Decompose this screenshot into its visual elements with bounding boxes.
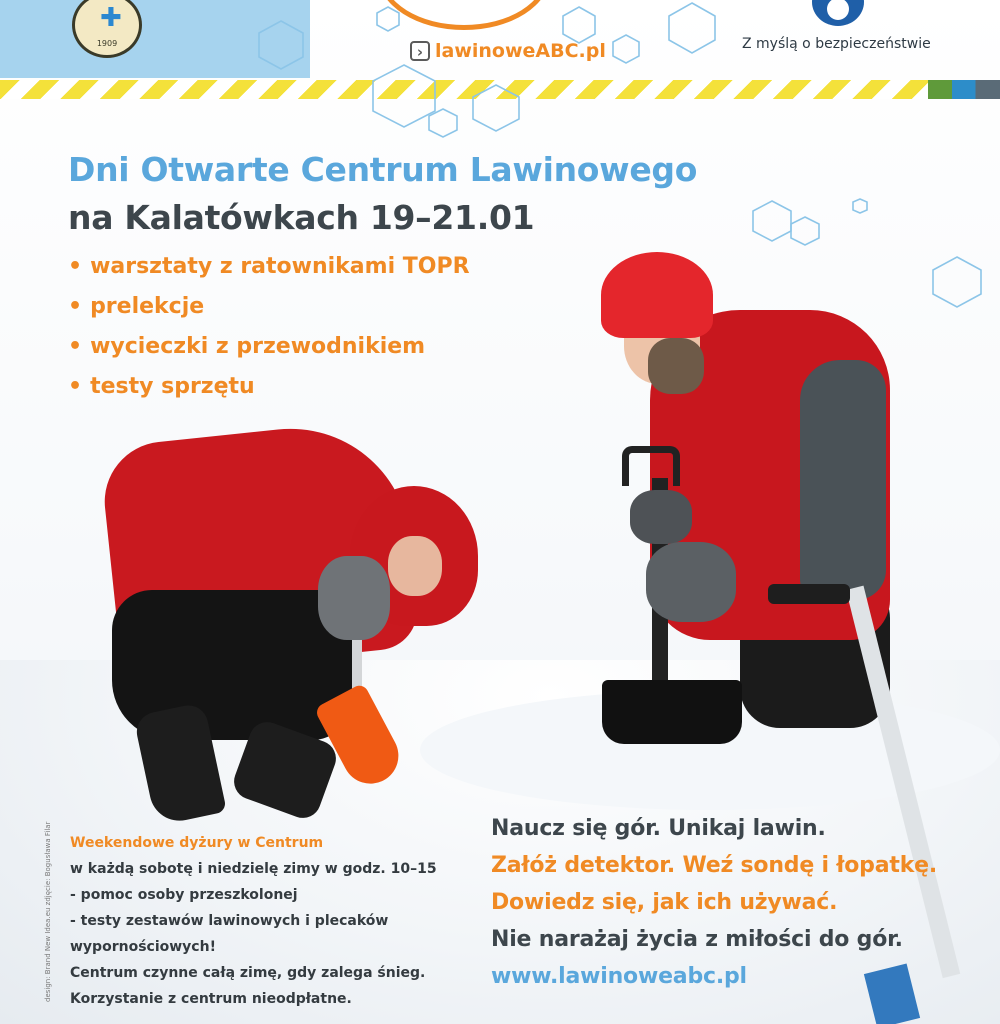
hexagon-icon (852, 198, 868, 214)
hexagon-icon (668, 2, 716, 54)
hexagon-icon (562, 6, 596, 44)
hexagon-icon (752, 200, 792, 242)
weekend-info-line: w każdą sobotę i niedzielę zimy w godz. 10–15 (70, 861, 437, 877)
slogan-line: Dowiedz się, jak ich używać. (491, 890, 838, 915)
hexagon-icon (612, 34, 640, 64)
headline-title: Dni Otwarte Centrum Lawinowego (68, 150, 698, 189)
bullet-item: • wycieczki z przewodnikiem (68, 334, 426, 359)
bullet-item: • warsztaty z ratownikami TOPR (68, 254, 470, 279)
hexagon-icon (428, 108, 458, 138)
safety-slogans (491, 810, 937, 995)
woman-jacket-panel (800, 360, 886, 600)
cross-icon: ✚ (100, 3, 122, 33)
woman-glove (646, 542, 736, 622)
headline-subtitle: na Kalatówkach 19–21.01 (68, 198, 535, 237)
hexagon-icon (790, 216, 820, 246)
hexagon-icon (372, 64, 436, 128)
design-credit: design: Brand New Idea.eu zdjęcie: Bogusława Filar (44, 821, 52, 1002)
weekend-info-line: - pomoc osoby przeszkolonej (70, 887, 298, 903)
woman-glove (630, 490, 692, 544)
probe-handle (768, 584, 850, 604)
hexagon-icon (472, 84, 520, 132)
lawinowe-abc-logo-ring (378, 0, 550, 30)
weekend-info-line: Centrum czynne całą zimę, gdy zalega śnieg. (70, 965, 426, 981)
emblem-year: 1909 (96, 39, 118, 48)
shovel-grip (622, 446, 680, 486)
weekend-info-line: - testy zestawów lawinowych i plecaków (70, 913, 389, 929)
rescuer-face (388, 536, 442, 596)
site-link-label: lawinoweABC.pl (435, 40, 606, 62)
hexagon-icon (258, 20, 304, 70)
hazard-stripe-end (928, 80, 1000, 99)
slogan-line: Nie narażaj życia z miłości do gór. (491, 927, 903, 952)
slogan-line: Załóż detektor. Weź sondę i łopatkę. (491, 853, 938, 878)
weekend-info-title: Weekendowe dyżury w Centrum (70, 835, 324, 851)
weekend-info (70, 830, 450, 1012)
weekend-info-line: wypornościowych! (70, 939, 216, 955)
website-link[interactable]: www.lawinoweabc.pl (491, 964, 747, 989)
bullet-item: • testy sprzętu (68, 374, 255, 399)
rescuer-glove (318, 556, 390, 640)
red-beanie (601, 252, 713, 338)
event-bullets (68, 250, 470, 410)
black-shovel-blade (602, 680, 742, 744)
partner-tagline: Z myślą o bezpieczeństwie (742, 36, 931, 52)
woman-scarf (648, 338, 704, 394)
chevron-right-icon: › (410, 41, 430, 61)
bullet-item: • prelekcje (68, 294, 205, 319)
hexagon-icon (932, 256, 982, 308)
pzu-logo (812, 0, 864, 26)
slogan-line: Naucz się gór. Unikaj lawin. (491, 816, 826, 841)
hexagon-icon (376, 6, 400, 32)
weekend-info-line: Korzystanie z centrum nieodpłatne. (70, 991, 352, 1007)
